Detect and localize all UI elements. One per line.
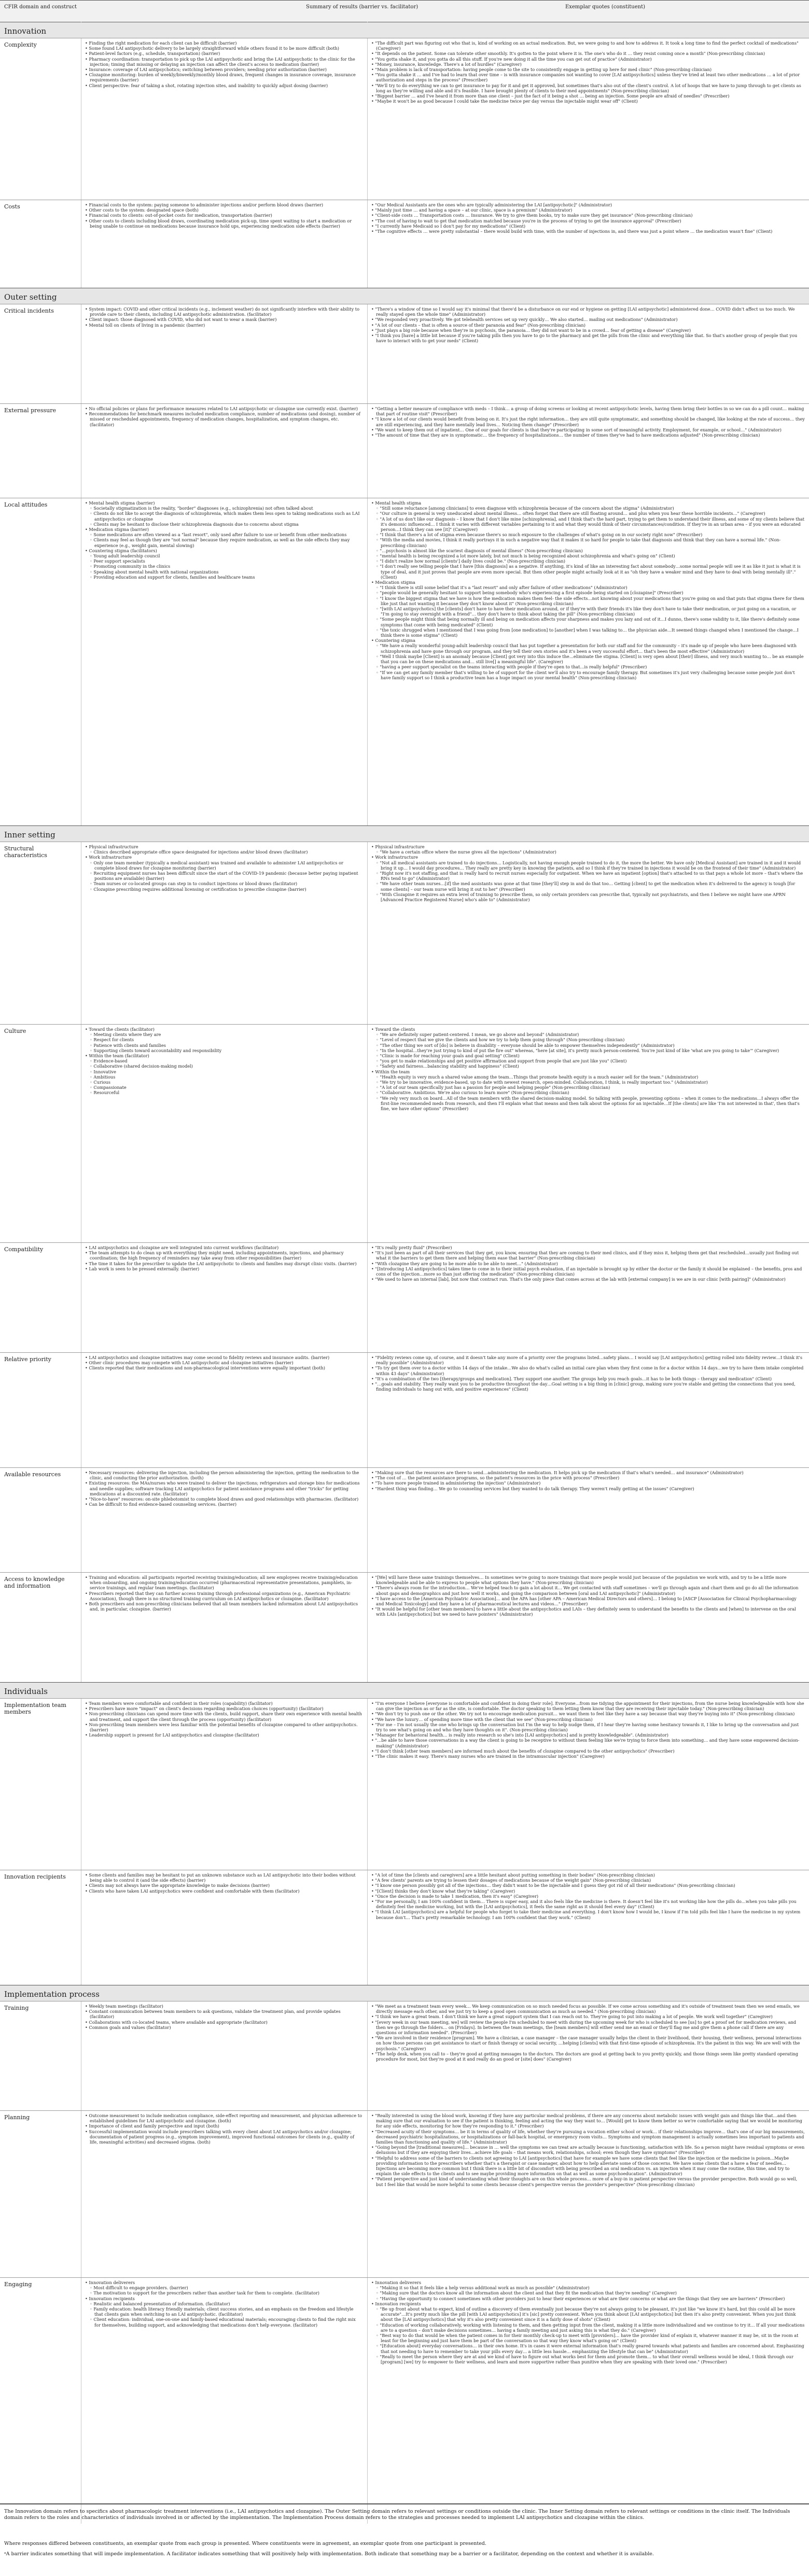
construct-local-attitudes: Local attitudes [4,501,48,508]
table-bottom-rule [0,2503,809,2504]
summary-innovation-recipients: • Some clients and families may be hesitant to put an unknown substance such as LAI antipsychotic into their bodies without being able to control it (and the side effects) (barrier) • Clients may not always have the appropriate knowledge to make decisions (barrier) • Clients who have taken LAI antipsychotics were confident and comfortable with them (facilitator) [85,1872,356,1894]
summary-culture: • Toward the clients (facilitator) ◦ Meeting clients where they are ◦ Respect for clients ◦ Patience with clients and families ◦ Supporting clients toward accountability and responsibility • Within the team (facilitator) ◦ Evidence-based ◦ Collaborative (shared decision-making model) ◦ Innovative ◦ Ambitious ◦ Curious ◦ Compassionate ◦ Resourceful [85,1027,222,1096]
quotes-available-resources: • "Making sure that the resources are there to send…administering the medication. It helps pick up the medication if that's what's needed… and insurance" (Administrator) • "The cost of … the patient assistance programs, so the patient's resources in the price with process" (Prescriber) • "To have more people trained in administering the injection" (Administrator) • "Hardest thing was finding… We go to counseling services but they wanted to do talk therapy. They weren't really getting at the issues" (Caregiver) [371,1470,744,1491]
footnote-domains: The Innovation domain refers to specifics about pharmacologic treatment interventions (i.e., LAI antipsychotics and clozapine). The Outer Setting domain refers to relevant settings or conditions outside the clinic. The Inner Setting domain refers to relevant settings or conditions in the clinic itself. The Individuals domain refers to the roles and characteristics of individuals involved in or affected by the implementation. The Implementation Process domain refers to the strategies and processes needed to implement LAI antipsychotics and clozapine within the clinics. [4,2509,790,2521]
construct-planning: Planning [4,2114,30,2121]
section-inner-setting: Inner setting [0,826,809,842]
row-rule [0,2110,809,2111]
summary-engaging: • Innovation deliverers ◦ Most difficult to engage providers. (barrier) ◦ The motivation to support for the prescribers rather than another task for them to complete. (facilitator) • Innovation recipients ◦ Realistic and balanced presentation of information. (facilitator) ◦ Family education: health literacy friendly materials; client success stories, and an emphasis on the freedom and lifestyle that clients gain when switching to an LAI antipsychotic. (facilitator) ◦ Client education: individual, one-on-one and family-based educational materials; encouraging clients to find the right mix for themselves, building support, and acknowledging that medications don't help everyone. (facilitator) [85,2280,356,2328]
summary-implementation-team: • Team members were comfortable and confident in their roles (capability) (facilitator) • Prescribers have more "impact" on client's decisions regarding medication choices (opportunity) (facilitator) • Non-prescribing clinicians can spend more time with the clients, build rapport, share their own experience with mental health and treatment, and support the client through the process (opportunity) (facilitator) • Non-prescribing team members were less familiar with the potential benefits of clozapine compared to other antipsychotics. (barrier) • Leadership support is present for LAI antipsychotics and clozapine (facilitator) [85,1701,362,1738]
row-rule [0,2277,809,2278]
section-implementation-process: Implementation process [0,1985,809,2001]
summary-local-attitudes: • Mental health stigma (barrier) ◦ Societally stigmatization is the reality, "border" diagnoses (e.g., schizophrenia) not often talked about ◦ Clients do not like to accept the diagnosis of schizophrenia, which makes them less open to taking medications such as LAI antipsychotics or clozapine ◦ Clients may be hesitant to disclose their schizophrenia diagnosis due to concerns about stigma • Medication stigma (barrier) ◦ Some medications are often viewed as a "last resort", only used after failure to use or benefit from other medications ◦ Clients may feel as though they are "not normal" because they require medication, as well as the side effects they may experience (e.g., weight gain, mental slowing) • Countering stigma (facilitators) ◦ Young adult leadership council ◦ Peer support specialists ◦ Promoting community in the clinics ◦ Speaking about mental health with national organizations ◦ Providing education and support for clients, families and healthcare teams [85,500,360,580]
quotes-engaging: • Innovation deliverers ◦ "Making it so that it feels like a help versus additional work as much as possible" (Administrator) ◦ "Making sure that the doctors know all the information about the client and that they fit the medication that they're needing" (Caregiver) ◦ "Having the opportunity to connect sometimes with other providers just to hear their experiences or what are their concerns or what are the things that they see are barriers" (Prescriber) • Innovation recipients ◦ "Be up front about what to expect, kind of outline a discovery of them eventually just because they're not always going to be pleasant, it's just like "we know it's hard, but this could all be more accurate"…It's pretty much like the pill [with LAI antipsychotics] it's [sic] pretty convenient. When you think about [LAI antipsychotics] but then it's also pretty convenient. When you just think about the [LAI antipsychotics] that why it's also pretty convenient since it is a fairly dose of shots" (Client) ◦ "Education of working collaboratively, working with listening to them, and then getting input from the client, making it a little more individualized and we continue to try it… If all your medications are to a question – don't make decisions sometimes… having a family meeting and just asking this is what they do." (Caregiver) ◦ "Best way to do that would be when the patient comes in for their monthly check-up to meet with [providers]… have the provider kind of explain it, whatever manner it may be, sit in the room at least for the beginning and just have them be part of the conversation so that way they know what's going on" (Client) ◦ "[Education about] everyday conversations… in their own home. It's in cases it were external information that's really geared towards what patients and families are concerned about. Emphasizing that not needing to have to remember to take your pills every day… a little less hassle… emphasizing the lifestyle that can be" (Administrator) ◦ "Really to meet the person where they are at and we kind of have to figure out what works best for them and promote them… to what their overall wellness would be ideal, I think through our [program] [we] try to empower to their wellness, and learn and more supportive rather than punitive when they are speaking with their loved one." (Prescriber) [371,2280,805,2365]
construct-available-resources: Available resources [4,1471,61,1478]
construct-compatibility: Compatibility [4,1246,44,1253]
row-rule [0,1242,809,1243]
footnote-quotes: Where responses differed between constituents, an exemplar quote from each group is presented. Where constituents were in agreement, an exemplar quote from one participant is presented. [4,2541,486,2546]
quotes-compatibility: • "It's really pretty fluid" (Prescriber) • "It's just been as part of all their services that they get, you know, ensuring that they are coming to their med clinics, and if they miss it, helping them get that rescheduled…usually just finding out what it the barriers to get them there and helping them ease that barrier" (Non-prescribing clinician) • "With clozapine they are going to be more able to be able to meet…" (Administrator) • "[Introducing LAI antipsychotics] takes time to come in to their initial psych evaluation, if an injectable is brought up by either the doctor or the family it should be explained – the benefits, pros and cons of the injection…more so than just offering the medication" (Non-prescribing clinician) • "We used to have an internal [lab], but now that contract run. That's the only piece that comes across at the lab with [external company] is we are in our clinic [with pairing]" (Administrator) [371,1245,802,1282]
construct-culture: Culture [4,1028,26,1034]
summary-planning: • Outcome measurement to include medication compliance, side-effect reporting and measurement, and physician adherence to established guidelines for LAI antipsychotic and clozapine. (both) • Importance of client and family perspective and input (both) • Successful implementation would include prescribers talking with every client about LAI antipsychotics and/or clozapine; documentation of patient progress (e.g., symptom improvement), improved functional outcomes for clients (e.g., quality of life, meaningful activities) and decreased stigma. (both) [85,2113,362,2145]
row-rule [0,1467,809,1468]
summary-critical-incidents: • System impact: COVID and other critical incidents (e.g., inclement weather) do not significantly interfere with their ability to provide care to their clients, including LAI antipsychotic administration. (facilitator) • Client impact: those diagnosed with COVID, who did not want to wear a mask (barrier) • Mental toll on clients of living in a pandemic (barrier) [85,306,360,328]
construct-external-pressure: External pressure [4,407,57,414]
row-rule [0,403,809,404]
quotes-complexity: • "The difficult part was figuring out who that is, kind of working on an actual medication. But, we were going to and how to address it. It took a long time to find the perfect cocktail of medications" (Caregiver) • "It depends on the patient. Some can tolerate other smoothly. It's gotten to the point where it is. The one's who do it … they resist coming once a month" (Non-prescribing clinician) • "You gotta shake it, and you gotta do all this stuff. If you're new doing it all the time you can get out of practice" (Administrator) • "Money, insurance, knowledge. There's a lot of hurdles" (Caregiver) • "Main problem is lack of transportation: having people come to the site to consistently engage in getting up here for med clinic" (Non-prescribing clinician) • "You gotta shake it … and I've had to learn that over time – is with insurance companies not wanting to cover [LAI antipsychotics] unless they've tried at least two other medications … a lot of prior authorization and steps in the process" (Prescriber) • "We'll try to do everything we can to get insurance to pay for it and get it approved, but sometimes that's also out of the client's control. A lot of hoops that we have to jump through to get clients as long as they're willing and able and it's feasible. I have brought plenty of clients to their med appointments" (Non-prescribing clinician) • "Biggest barrier … and I've heard it from more than one client – just the fact of it being a shot … being an injection. Some people are afraid of needles" (Prescriber) • "Maybe it won't be as good because I could take the medicine twice per day versus the injectable might wear off" (Client) [371,40,801,104]
quotes-external-pressure: • "Getting a better measure of compliance with meds – I think… a group of doing screens or looking at recent antipsychotic levels, having them bring their bottles in so we can do a pill count… making that part of routine visit" (Prescriber) • "I know a lot of our clients would benefit from being on it. It's just the right information… they are still quite symptomatic, and something should be changed, like looking at the rate of success… they are still experiencing, and they have mentally lead lives… Noticing them change" (Prescriber) • "We want to keep them out of inpatient… One of our goals for clients is that they're participating in some sort of meaningful activity. Employment, for example, or school…" (Administrator) • "The amount of time that they are in symptomatic… the frequency of hospitalizations… the number of times they've had to have medications adjusted" (Non-prescribing clinician) [371,406,805,438]
quotes-cost: • "Our Medical Assistants are the ones who are typically administering the LAI [antipsychotic]" (Administrator) • "Mainly just time … and having a space – at our clinic, space is a premium" (Administrator) • "Client-side costs … Transportation costs … Insurance. We try to give them books, try to make sure they get insurance" (Non-prescribing clinician) • "The cost of having to wait to get that medication matched because you're in the process of trying to get the insurance approval" (Prescriber) • "I currently have Medicaid so I don't pay for my medications" (Client) • "The cognitive effects … were pretty substantial – there would build with time, with the number of injections in, and there was just a point where … the medication wasn't fine" (Client) [371,202,773,234]
quotes-relative-priority: • "Fidelity reviews come up, of course, and it doesn't take any more of a priority over the programs listed…safety plans… I would say [LAI antipsychotics] getting rolled into fidelity review…I think it's really possible" (Administrator) • "To try get them over to a doctor within 14 days of the intake…We also do what's called an initial care plan when they first come in for a doctor within 14 days…we try to have them intake completed within 43 days" (Administrator) • "It's a combination of the two [therapy/groups and medication]. They support one another. The groups help you reach goals…it has to be both things – therapy and medication" (Client) • "…goals and stability. They really want you to be productive throughout the day…Goal setting is a big thing in [clinic] group, making sure you're stable and getting the connections that you need, finding individuals to hang out with, and positive experiences" (Client) [371,1355,804,1392]
section-individuals: Individuals [0,1683,809,1698]
quotes-training: • "We meet as a treatment team every week… We keep communication on so much needed focus as possible. If we come across something and it's outside of treatment team then we send emails, we directly message each other, and we just try to keep a good open communication as much as needed." (Non-prescribing clinician) • "I think we have a great team. I don't think we have a great support system that I can reach out to. They're going to put into making a lot of people. We work well together" (Caregiver) • "[every week in our team meeting, we] will review the people I'm scheduled to meet with during the upcoming week for who is scheduled to see [us] to get a proof set for medication reviews, and then we go through the folders… on [Fridays]. In between the team meetings, the [team members] will either send me an email or they'll flag me and give them a phone call if there are any questions or information needed". (Prescriber) • "We are involved in their residence [program]. We have a clinician, a case manager – the case manager usually helps the client in their livelihood, their housing, their wellness, personal interactions on how those persons can get assistance to start or finish therapy or social security, …helping [clients] with that first-time episode of schizophrenia. It's the patient in this way. We are well with the psychosis." (Caregiver) • "The help desk, when you call to – they're good at getting messages to the doctors. The doctors are good at getting back to you pretty quickly, and those things seem like pretty standard operating procedure for most, but they're good at it and really do an good or [site] does" (Caregiver) [371,2004,802,2062]
construct-engaging: Engaging [4,2281,32,2288]
header-quotes: Exemplar quotes (constituent) [565,4,646,10]
construct-training: Training [4,2005,29,2011]
section-innovation: Innovation [0,22,809,38]
summary-external-pressure: • No official policies or plans for performance measures related to LAI antipsychotic or clozapine use currently exist. (barrier) • Recommendations for benchmark measures included medication compliance, number of medications (and dosing), number of missed or rescheduled appointments, frequency of medication changes, hospitalization, and symptom changes, etc. (facilitator) [85,406,360,427]
summary-compatibility: • LAI antipsychotics and clozapine are well integrated into current workflows (facilitator) • The team attempts to do clean up with everything they might need, including appointments, injections, and pharmacy coordination; the high frequency of reminders may take away from other responsibilities (barrier) • The time it takes for the prescriber to update the LAI antipsychotic to clients and families may disrupt clinic visits. (barrier) • Lab work is seen to be pressed externally. (barrier) [85,1245,357,1271]
construct-structural: Structural characteristics [4,845,47,859]
quotes-access-knowledge: • "[We] will have these same trainings themselves… In sometimes we're going to more trainings that more people would just because of the population we work with, and try to be a little more knowledgeable and be able to express to people what options they have." (Non-prescribing clinician) • "There's always room for the introduction… We've helped teach to gain a lot about it… We get contacted with staff sometimes – we'll go through again and chart them and go do all the information about gaps and demographics and just how well it works, and going the comparison between [oral and LAI antipsychotic]" (Administrator) • "I have access to the [American Psychiatric Association]… and the APA has [other APA – American Medical Directors and others]… I belong to [ASCP [Association for Clinical Psychopharmacology and Medical Toxicology] and they have a lot of pharmaceutical lectures and videos…" (Prescriber) • "It would be helpful for [other team members] to have a little about the antipsychotics and LAIs – they definitely seem to understand the benefits to the clients and [when] to intervene on the oral with LAIs [antipsychotics] but we need to have pointers" (Administrator) [371,1575,799,1617]
row-rule [0,1024,809,1025]
summary-available-resources: • Necessary resources: delivering the injection, including the person administering the injection, getting the medication to the clinic, and conducting the prior authorization. (both) • Existing resources: the MAs/nurses who were trained to deliver the injections; refrigerators and storage bins for medications and needle supplies; software tracking LAI antipsychotics for patient assistance programs and other "tricks" for getting medications at a discounted rate. (facilitator) • "Nice-to-have" resources: on-site phlebotomist to complete blood draws and good relationships with pharmacies. (facilitator) • Can be difficult to find evidence-based counseling services. (barrier) [85,1470,360,1507]
summary-training: • Weekly team meetings (facilitator) • Constant communication between team members to ask questions, validate the treatment plan, and provide updates (facilitator) • Collaborations with co-located teams, where available and appropriate (facilitator) • Common goals and values (facilitator) [85,2004,341,2030]
row-rule [0,1572,809,1573]
construct-innovation-recipients: Innovation recipients [4,1873,66,1880]
quotes-critical-incidents: • "There's a window of time so I would say it's minimal that there'd be a disturbance on our end or hygiene on getting [LAI antipsychotic] administered done… COVID didn't affect us too much. We really stayed open the whole time" (Administrator) • "We responded very proactively. We got telehealth services set up very quickly… We also started… mailing out medications" (Administrator) • "A lot of our clients – that is often a source of their paranoia and fear" (Non-prescribing clinician) • "Just plays a big role because when they're in psychosis, the paranoia… they did not want to be in a crowd… fear of getting a disease" (Caregiver) • "I think you [have] a little bit because if you're taking pills then you have to go to the pharmacy and get the pills from the clinic and everything like that. So that's another group of people that you have to interact with to get your meds" (Client) [371,306,798,344]
row-rule [0,1698,809,1699]
column-divider [367,22,368,2524]
quotes-innovation-recipients: • "A lot of time the [clients and caregivers] are a little hesitant about putting something in their bodies" (Non-prescribing clinician) • "A few clients' parents are trying to lessen their dosages of medications because of the weight gain" (Non-prescribing clinician) • "I know one person possibly got all of the injections… they didn't want to be the injectable and I guess they got rid of all their medications" (Non-prescribing clinician) • "[Client] thinks they don't know what they're taking" (Caregiver) • "Once the decision is made to take 1 medication, then it's easy" (Caregiver) • "For me personally, I am 100% confident in them… There is super easy, and it also feels like the medicine is there. It doesn't feel like it's not working like how the pills do…when you take pills you definitely feel the medicine working, but with the [LAI antipsychotics], it feels the same right as it should feel every day" (Client) • "I think LAI [antipsychotics] are a helpful for people who forget to take their medicine and everything. I don't know how I would be, I know if I'm told pills feel like I have the medicine in my system because don't… That's pretty remarkable technology. I am 100% confident that they work." (Client) [371,1872,801,1920]
section-outer-setting: Outer setting [0,288,809,304]
header-cfir: CFIR domain and construct [4,4,77,10]
quotes-culture: • Toward the clients ◦ "We are definitely super patient-centered. I mean, we go above and beyond" (Administrator) ◦ "Level of respect that we give the clients and how we try to help them going through" (Non-prescribing clinician) ◦ "The other thing we sort of [do] is believe in disability – everyone should be able to empower themselves independently" (Administrator) ◦ "In the hospital…they're just trying to kind of put the fire out" whereas, "here [at site], it's pretty much person-centered. You're just kind of like 'what are you going to take'" (Caregiver) ◦ "Clinic is made for reaching your goals and goal setting" (Client) ◦ "you get to make relationships and get positive affirmation and support from people that are just like you" (Client) ◦ "Safety and fairness…balancing stability and happiness" (Client) • Within the team ◦ "Health equity is very much a shared value among the team…Things that promote health equity is a much easier sell for the team." (Administrator) ◦ "We try to be innovative, evidence-based, up to date with newest research, open-minded. Collaboration, I think, is really important too." (Administrator) ◦ "A lot of our team specifically just has a passion for people and helping people" (Non-prescribing clinician) ◦ "Collaborative. Ambitious. We're also curious to learn more" (Non-prescribing clinician) ◦ "We rely very much on board…All of the team members with the shared decision-making model. So talking with people, presenting options – when it comes to the medications…I always offer the first-line recommended meds from research, and then I'll explain what that means and then talk about the options for an injectable…If [the clients] are like 'I'm not interested in that', then that's fine, we have other options" (Prescriber) [371,1027,800,1112]
construct-implementation-team: Implementation team members [4,1702,66,1715]
header-summary: Summary of results (barrier vs. facilitator) [306,4,419,10]
row-rule [0,1352,809,1353]
summary-relative-priority: • LAI antipsychotics and clozapine initiatives may come second to fidelity reviews and insurance audits. (barrier) • Other clinic procedures may compete with LAI antipsychotic and clozapine initiatives (barrier) • Clients reported that their medications and non-pharmacological interventions were equally important (both) [85,1355,330,1371]
summary-cost: • Financial costs to the system: paying someone to administer injections and/or perform blood draws (barrier) • Other costs to the system: designated space (both) • Financial costs to clients: out-of-pocket costs for medication, transportation (barrier) • Other costs to clients including blood draws, coordinating medication pick-up, time spent waiting to start a medication or being unable to continue on medications because insurance hold ups, experiencing medication side effects (barrier) [85,202,352,229]
construct-relative-priority: Relative priority [4,1356,51,1363]
summary-structural: • Physical infrastructure ◦ Clinics described appropriate office space designated for injections and/or blood draws (facilitator) • Work infrastructure ◦ Only one team member (typically a medical assistant) was trained and available to administer LAI antipsychotics or complete blood draws for clozapine monitoring (barrier) ◦ Recruiting equipment nurses has been difficult since the start of the COVID-19 pandemic (because better paying inpatient positions are available) (barrier) ◦ Team nurses or co-located groups can step in to conduct injections or blood draws (facilitator) ◦ Clozapine prescribing requires additional licensing or certification to prescribe clozapine (barrier) [85,844,358,892]
quotes-implementation-team: • "I'm everyone I believe [everyone is comfortable and confident in doing their role]. Everyone…from me tidying the appointment for their injections, from the nurse being knowledgeable with how she can give the injection as or far as the site, is comfortable. The doctor speaking to them letting them know that they are receiving their injectable today." (Non-prescribing clinician) • "We don't try to push one or the other. We try not to encourage medication pursuit… we want them to feel like they have a say because that way they're buying into it" (Non-prescribing clinician) • "We have the luxury… of spending more time with the client that we see" (Non-prescribing clinician) • "For me – I'm not usually the one who brings up the conversation but I'm the way to help nudge them, if I hear they're having some hesitancy towards it, I like to bring up the conversation and just try to see what's going on and who they have thoughts on it". (Non-prescribing clinician) • "Manager for behavioral health… is really into research so she's into [LAI antipsychotics] and is pretty knowledgeable". (Administrator) • "…be able to have those conversations in a way the client is going to be receptive to without them feeling like we're trying to force them into something… and they have some empowered decision-making" (Administrator) • "I don't think [other team members] are informed much about the benefits of clozapine compared to the other antipsychotics" (Prescriber) • "The clinic makes it easy. There's many nurses who are trained in the intramuscular injection" (Caregiver) [371,1701,804,1759]
construct-cost: Costs [4,203,20,210]
quotes-local-attitudes: • Mental health stigma ◦ "Still some reluctance [among clinicians] to even diagnose with schizophrenia because of the concern about the stigma" (Administrator) ◦ "Our culture in general is very uneducated about mental illness… often forget that there are still floating around… and plus when you hear these horrible incidents…" (Caregiver) ◦ "A lot of us don't like our diagnosis – I know that I don't like mine [schizophrenia], and I think that's the hard part, trying to get them to understand their illness, and some of my clients believe that it's demonic influenced… I think it varies with different variables pertaining to it and what they would think of their circumstances/condition. If they're in an urban area – if you were an educated person…I think they can see [it]" (Caregiver) ◦ "I think that there's a lot of stigma even because there's so much exposure to the challenges of what's going on in our society right now" (Prescriber) ◦ "With the media and movies, I think it really portrays it in such a negative way that it makes it so hard for people to take that diagnosis and think that they can have a normal life." (Non-prescribing clinician) ◦ "…psychosis is almost like the scariest diagnosis of mental illness" (Non-prescribing clinician) ◦ "mental health is being recognized a lot more lately, but not much is being recognized about schizophrenia and what's going on" (Client) ◦ "I didn't realize how normal [clients'] daily lives could be." (Non-prescribing clinician) ◦ "I don't really see telling people that I have [this diagnosis] as a negative. If anything, it's kind of like an interesting fact about somebody…some normal people will see it as like it just is what it is type of deal, and it just proves that people are even more special. But then other people might actually look at it as "oh they have a weaker mind and they have to deal with being mentally ill"." (Client) • Medication stigma ◦ "I think there is still some belief that it's a "last resort" and only after failure of other medications" (Administrator) ◦ "people would be generally hesitant to support being somebody who's experiencing a first episode being started on [clozapine]" (Prescriber) ◦ "I know the biggest stigma that we have is how the medication makes them feel- the side effects…not knowing about your medications that you're going on and that puts that stigma there for them like just that not wanting it because they don't know about it" (Non-prescribing clinician) ◦ "[with LAI antipsychotics] the [clients] don't have to have their medication around, or if they're with their friends it's like they don't have to take their medication, or just going on a vacation, or "I'm going to stay overnight with a friend"… they don't have to think about taking the pill" (Non-prescribing clinician) ◦ "Some people might think that being normally ill and being on medication affects your sharpness and makes you lazy and out of it…I dunno, there's some validity to it, like there's definitely some symptoms that come with being medicated" (Client) ◦ "the toxic shrugged when I mentioned that I was going from [one medication] to [another] when I was talking to… the physician aide…It seemed things changed when I mentioned the change…I think there is some stigma" (Client) • Countering stigma ◦ "We have a really wonderful young-adult leadership council that has put together a presentation for both our staff and for the community – it's made up of people who have been diagnosed with schizophrenia and have gone through our program, and they tell their own stories and it's been a very successful effort… that's been the most effective" (Administrator) ◦ "Well I think maybe [Client] is an anomaly because [Client] got very into this induce the…eliminate the stigma. [Client] is very open about [their] illness, and very much wanting to… be an example that you can be on these medications and… still live[] a meaningful life". (Caregiver) ◦ "having a peer support specialist on the teams interacting with people if they're open to that…is really helpful" (Prescriber) ◦ "If we can get any family member that's willing to be of support for the client we'll also try to encourage family therapy. But sometimes it's just very challenging because some people just don't have family support so I think a productive team has a huge impact on your mental health" (Non-prescribing clinician) [371,500,805,680]
summary-complexity: • Finding the right medication for each client can be difficult (barrier) • Some found LAI antipsychotic delivery to be largely straightforward while others found it to be more difficult (both) • Patient-level factors (e.g., schedule, transportation) (barrier) • Pharmacy coordination: transportation to pick up the LAI antipsychotic and bring the LAI antipsychotic to the clinic for the injection; timing that missing or delaying an injection can affect the client's access to medication (barrier) • Insurance: coverage of LAI antipsychotics; switching between providers; needing prior authorization (barrier) • Clozapine monitoring: burden of weekly/biweekly/monthly blood draws, frequent changes in insurance coverage, insurance requirements (barrier) • Client perspective: fear of taking a shot, rotating injection sites, and inability to quickly adjust dosing (barrier) [85,40,356,88]
construct-critical-incidents: Critical incidents [4,307,54,314]
construct-complexity: Complexity [4,41,37,48]
quotes-planning: • "Really interested in using the blood work, knowing if they have any particular medical problems, if there are any concerns about metabolic issues with weight gain and things like that…and then making sure that our evaluation to see if the patient is thinking, feeling and acting the way they want to… [Would] get to know them better so we're comfortable saying that we would be monitoring for any side effects, monitoring for how they're responding to it." (Prescriber) • "Decreased acuity of their symptoms… be it in terms of quality of life, whether they're pursuing a vocation either school or work… if their relationships improve… that's one of our big measurements, decreased psychiatric hospitalizations, or hospitalizations or fall-back hospital, or emergency room visits… Symptoms and symptom management is actually sometimes less important to patients and families than functioning and quality of life." (Administrator) • "Going beyond the [traditional measures]… because in … well the symptoms we can treat are actually because is functioning, satisfaction with life. So a person might have residual symptoms or even delusions but if they are enjoying their lives…achieve life goals – that means work, relationships, school; even though they have symptoms" (Prescriber) • "Helpful to address some of the barriers to clients not agreeing to LAI [antipsychotics] that have for example we have some clients that feel like the injection or the medicine is poison…Maybe providing information to the prescribers whether that's a therapist or case manager, about how to help alleviate some of those concerns. We have some clients that a have a fear of needles…Injections are becoming more common but I think there is a little bit of discomfort with being prescribed an oral medication vs. an injection when it may come the routine, this time, and try to explain the side effects to the clients and to see maybe providing more information on that as well as some psychoeducation". (Administrator) • "Patient perspective and just kind of understanding what their thoughts are on this whole process… more of a buy-in in patient perspective versus the provider perspective. Both would go so well, but I feel like that would be more helpful to some clients because client's perspective versus the provider's perspective" (Non-prescribing clinician) [371,2113,805,2187]
quotes-structural: • Physical infrastructure ◦ "We have a certain office where the nurse gives all the injections" (Administrator) • Work infrastructure ◦ "Not all medical assistants are trained to do injections… Logistically, not having enough people trained to do it, the more the better. We have only [Medical Assistant] are trained in it and it would bring it up… I would day procedures… They really are pretty key in knowing the patients, and so I think if they're trained in injections it would be on the frontend of their time" (Administrator) ◦ "Right now it's not staffing, and that is really hard to recruit nurses especially for outpatient. When we have an inpatient [option] that's attached to us that pays a whole lot more – that's where the RNs tend to go" (Administrator) ◦ "We have other team nurses…[if] the med assistants was gone at that time [they'll] step in and do that too… Getting [client] to get the medication when it's delivered to the agency is tough [for some clients] – our team nurse will bring it out to her" (Prescriber) ◦ "With Clozapine it requires an extra level of training to prescribe them, so only certain providers can prescribe that, typically not psychiatrists, and then I believe we might have one APRN [Advanced Practice Registered Nurse] who's able to" (Administrator) [371,844,803,903]
summary-access-knowledge: • Training and education: all participants reported receiving training/education; all new employees receive training/education when onboarding, and ongoing training/education occurred (pharmaceutical representative presentations, pamphlets, in-service trainings, and regular team meetings. (facilitator) • Prescribers reported that they can further access training through professional organizations (e.g., American Psychiatric Association), though there is no structured training curriculum on LAI antipsychotics or clozapine. (facilitator) • Both prescribers and non-prescribing clinicians believed that all team members lacked information about LAI antipsychotics and, in particular, clozapine. (barrier) [85,1575,358,1612]
construct-access-knowledge: Access to knowledge and information [4,1576,65,1589]
footnote-barrier: ᵃA barrier indicates something that will impede implementation. A facilitator indicates something that will positively help with implementation. Both indicate that something may be a barrier or a facilitator, depending on the context and whether it is available. [4,2551,654,2557]
table-header [0,1,809,21]
